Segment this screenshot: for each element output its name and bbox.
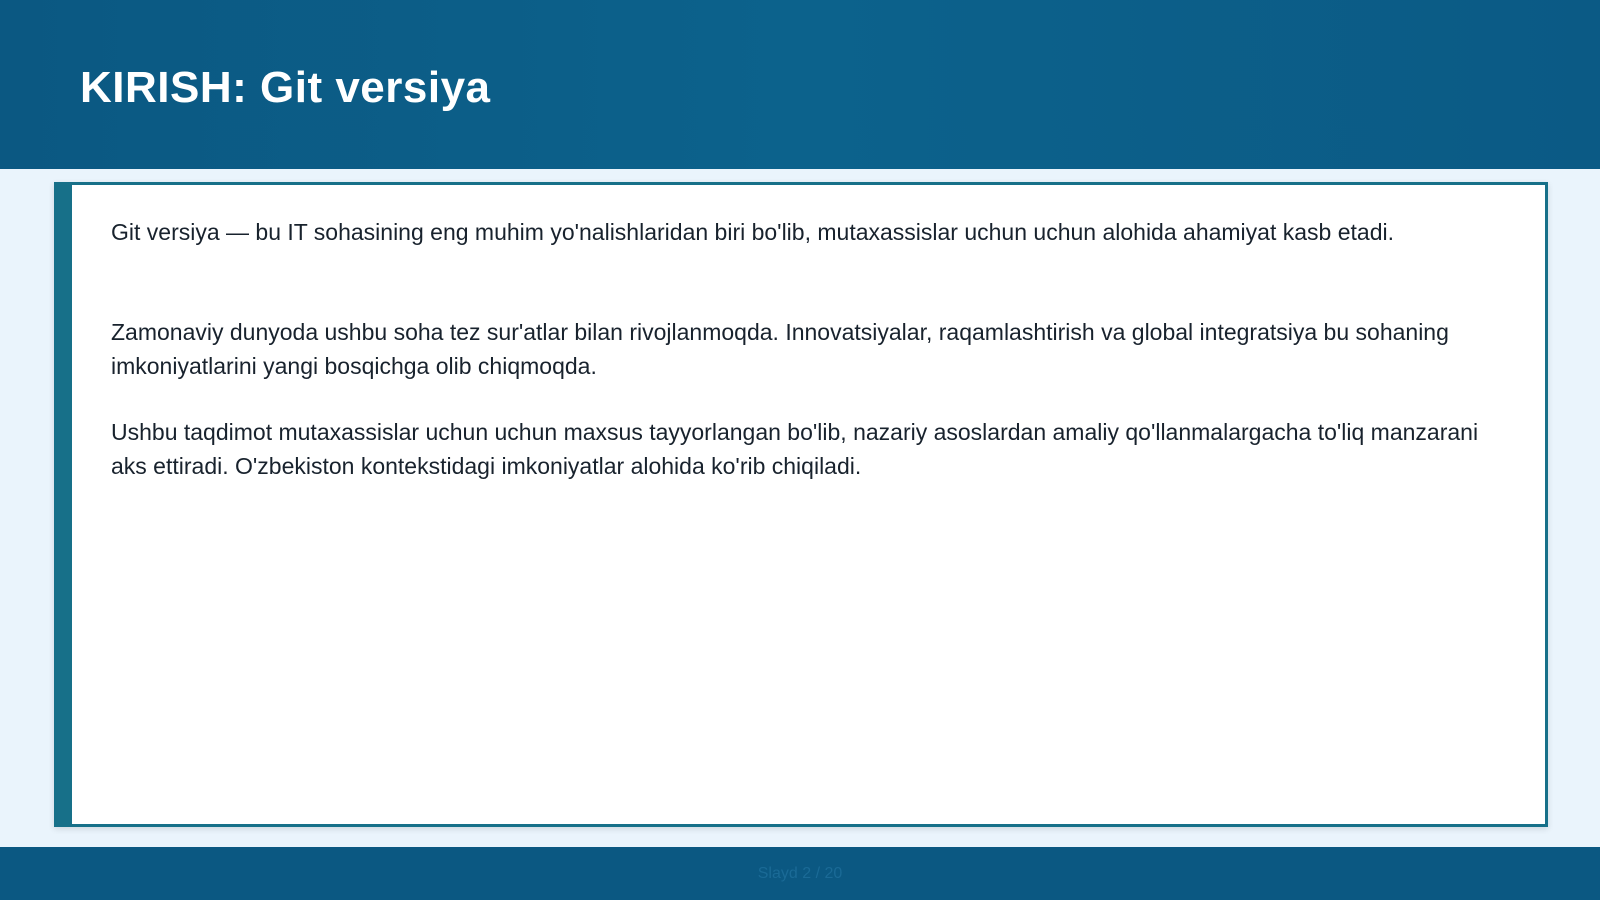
paragraph-presentation-purpose: Ushbu taqdimot mutaxassislar uchun uchun maxsus tayyorlangan bo'lib, nazariy asoslardan amaliy qo'llanmalargacha to'liq manzarani aks ettiradi. O'zbekiston kontekstidagi imkoniyatlar alohida ko'rib chiqiladi. — [111, 419, 1479, 479]
paragraph-modern-world: Zamonaviy dunyoda ushbu soha tez sur'atlar bilan rivojlanmoqda. Innovatsiyalar, raqamlashtirish va global integratsiya bu sohaning imkoniyatlarini yangi bosqichga olib chiqmoqda. — [111, 319, 1449, 379]
slide-header — [0, 0, 1600, 169]
paragraph-intro: Git versiya — bu IT sohasining eng muhim yo'nalishlaridan biri bo'lib, mutaxassislar uchun uchun alohida ahamiyat kasb etadi. — [111, 219, 1394, 245]
slide-footer — [0, 847, 1600, 900]
page-number: Slayd 2 / 20 — [757, 865, 843, 882]
slide-title: KIRISH: Git versiya — [80, 63, 491, 112]
content-card — [54, 182, 1548, 827]
